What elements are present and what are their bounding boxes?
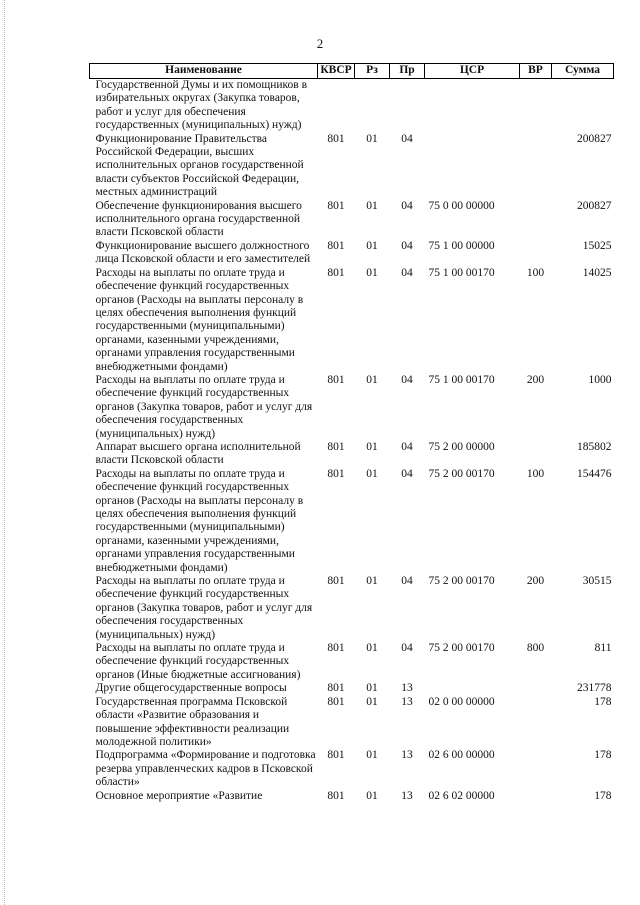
cell-kvsr: 801 <box>327 373 345 386</box>
cell-vr <box>520 133 552 200</box>
cell-csr <box>425 133 520 200</box>
cell-csr: 75 1 00 00170 <box>428 373 495 386</box>
cell-sum: 178 <box>594 749 612 762</box>
cell-sum: 231778 <box>577 682 612 695</box>
cell-sum: 1000 <box>588 373 612 386</box>
table-row <box>90 267 614 374</box>
cell-pr: 04 <box>401 575 413 588</box>
table-row <box>90 682 614 695</box>
cell-csr: 75 2 00 00000 <box>428 440 495 453</box>
cell-kvsr <box>318 79 355 133</box>
cell-vr: 100 <box>526 467 545 480</box>
cell-vr <box>520 79 552 133</box>
cell-name: Расходы на выплаты по оплате труда и обеспечение функций государственных органов (Расходы на выплаты персоналу в целях обеспечения выполнения функций государственными (муниципальными) органами, казенными учреждениями, органами управления государственными внебюджетными фондами) <box>95 467 304 574</box>
cell-name: Функционирование Правительства Российской Федерации, высших исполнительных органов государственной власти субъектов Российской Федерации, местных администраций <box>95 132 304 199</box>
cell-pr <box>390 79 425 133</box>
cell-csr: 02 0 00 00000 <box>428 695 495 708</box>
cell-rz: 01 <box>366 695 378 708</box>
cell-sum: 185802 <box>577 440 612 453</box>
cell-name: Расходы на выплаты по оплате труда и обеспечение функций государственных органов (Расходы на выплаты персоналу в целях обеспечения выполнения функций государственными (муниципальными) органами, казенными учреждениями, органами управления государственными внебюджетными фондами) <box>95 266 304 373</box>
table-row <box>90 749 614 789</box>
cell-pr: 04 <box>401 199 413 212</box>
cell-rz: 01 <box>366 789 378 802</box>
cell-kvsr: 801 <box>327 789 345 802</box>
cell-vr: 200 <box>526 575 545 588</box>
cell-pr: 04 <box>401 266 413 279</box>
scan-edge-line <box>4 0 6 905</box>
table-row <box>90 696 614 750</box>
cell-csr: 75 2 00 00170 <box>428 642 495 655</box>
header-csr: ЦСР <box>425 64 520 79</box>
cell-vr <box>520 240 552 267</box>
cell-pr: 13 <box>401 682 413 695</box>
header-sum: Сумма <box>552 64 614 79</box>
cell-rz: 01 <box>366 373 378 386</box>
cell-pr: 04 <box>401 467 413 480</box>
cell-sum: 200827 <box>577 132 612 145</box>
cell-sum: 200827 <box>577 199 612 212</box>
cell-name: Аппарат высшего органа исполнительной власти Псковской области <box>95 440 301 467</box>
cell-pr: 04 <box>401 440 413 453</box>
cell-rz: 01 <box>366 749 378 762</box>
header-vr: ВР <box>520 64 552 79</box>
cell-rz: 01 <box>366 199 378 212</box>
cell-rz: 01 <box>366 467 378 480</box>
cell-kvsr: 801 <box>327 682 345 695</box>
table-row <box>90 642 614 682</box>
table-row <box>90 240 614 267</box>
cell-vr: 100 <box>526 266 545 279</box>
table-row <box>90 79 614 133</box>
table-row <box>90 133 614 200</box>
cell-rz: 01 <box>366 132 378 145</box>
cell-csr: 02 6 02 00000 <box>428 789 495 802</box>
cell-vr <box>520 682 552 695</box>
cell-csr: 02 6 00 00000 <box>428 749 495 762</box>
header-name: Наименование <box>90 64 318 79</box>
cell-rz <box>355 79 390 133</box>
cell-name: Государственной Думы и их помощников в избирательных округах (Закупка товаров, работ и услуг для обеспечения государственных (муниципальных) нужд) <box>95 79 308 132</box>
table-row <box>90 441 614 468</box>
cell-name: Подпрограмма «Формирование и подготовка резерва управленческих кадров в Псковской области» <box>95 749 316 789</box>
cell-name: Государственная программа Псковской области «Развитие образования и повышение эффективности реализации молодежной политики» <box>95 695 290 748</box>
cell-vr <box>520 749 552 789</box>
cell-sum: 811 <box>594 642 612 655</box>
cell-csr: 75 2 00 00170 <box>428 575 495 588</box>
cell-vr <box>520 441 552 468</box>
cell-kvsr: 801 <box>327 749 345 762</box>
cell-kvsr: 801 <box>327 575 345 588</box>
table-header-row <box>90 64 614 79</box>
cell-vr: 800 <box>526 642 545 655</box>
cell-sum <box>552 79 614 133</box>
cell-pr: 04 <box>401 132 413 145</box>
cell-sum: 15025 <box>582 239 612 252</box>
cell-vr: 200 <box>526 373 545 386</box>
header-pr: Пр <box>390 64 425 79</box>
cell-kvsr: 801 <box>327 199 345 212</box>
cell-sum: 154476 <box>577 467 612 480</box>
cell-kvsr: 801 <box>327 239 345 252</box>
cell-rz: 01 <box>366 440 378 453</box>
cell-kvsr: 801 <box>327 440 345 453</box>
cell-rz: 01 <box>366 239 378 252</box>
cell-sum: 30515 <box>582 575 612 588</box>
cell-rz: 01 <box>366 642 378 655</box>
cell-csr <box>425 682 520 695</box>
header-rz: Рз <box>355 64 390 79</box>
cell-csr: 75 2 00 00170 <box>428 467 495 480</box>
cell-rz: 01 <box>366 682 378 695</box>
cell-sum: 178 <box>594 789 612 802</box>
cell-vr <box>520 200 552 240</box>
cell-csr: 75 1 00 00000 <box>428 239 495 252</box>
cell-name: Другие общегосударственные вопросы <box>95 682 287 695</box>
cell-csr <box>425 79 520 133</box>
cell-pr: 13 <box>401 789 413 802</box>
cell-kvsr: 801 <box>327 695 345 708</box>
cell-rz: 01 <box>366 575 378 588</box>
cell-sum: 178 <box>594 695 612 708</box>
cell-csr: 75 0 00 00000 <box>428 199 495 212</box>
cell-vr <box>520 696 552 750</box>
cell-name: Расходы на выплаты по оплате труда и обеспечение функций государственных органов (Закупка товаров, работ и услуг для обеспечения государственных (муниципальных) нужд) <box>95 575 313 641</box>
cell-pr: 13 <box>401 695 413 708</box>
table-row <box>90 200 614 240</box>
table-row <box>90 468 614 575</box>
cell-name: Расходы на выплаты по оплате труда и обеспечение функций государственных органов (Закупка товаров, работ и услуг для обеспечения государственных (муниципальных) нужд) <box>95 373 313 440</box>
table-row <box>90 374 614 441</box>
cell-name: Основное мероприятие «Развитие <box>95 789 263 802</box>
cell-name: Обеспечение функционирования высшего исполнительного органа государственной власти Псковской области <box>95 199 302 239</box>
cell-vr <box>520 790 552 803</box>
cell-kvsr: 801 <box>327 642 345 655</box>
cell-pr: 04 <box>401 642 413 655</box>
cell-pr: 04 <box>401 373 413 386</box>
page-number: 2 <box>316 36 324 51</box>
cell-kvsr: 801 <box>327 266 345 279</box>
header-kvsr: КВСР <box>318 64 355 79</box>
cell-name: Расходы на выплаты по оплате труда и обеспечение функций государственных органов (Иные бюджетные ассигнования) <box>95 642 301 681</box>
cell-name: Функционирование высшего должностного лица Псковской области и его заместителей <box>95 239 311 266</box>
cell-csr: 75 1 00 00170 <box>428 266 495 279</box>
cell-pr: 13 <box>401 749 413 762</box>
table-row <box>90 790 614 803</box>
cell-kvsr: 801 <box>327 132 345 145</box>
budget-table <box>89 63 614 803</box>
cell-rz: 01 <box>366 266 378 279</box>
cell-pr: 04 <box>401 239 413 252</box>
table-row <box>90 575 614 642</box>
cell-sum: 14025 <box>582 266 612 279</box>
cell-kvsr: 801 <box>327 467 345 480</box>
